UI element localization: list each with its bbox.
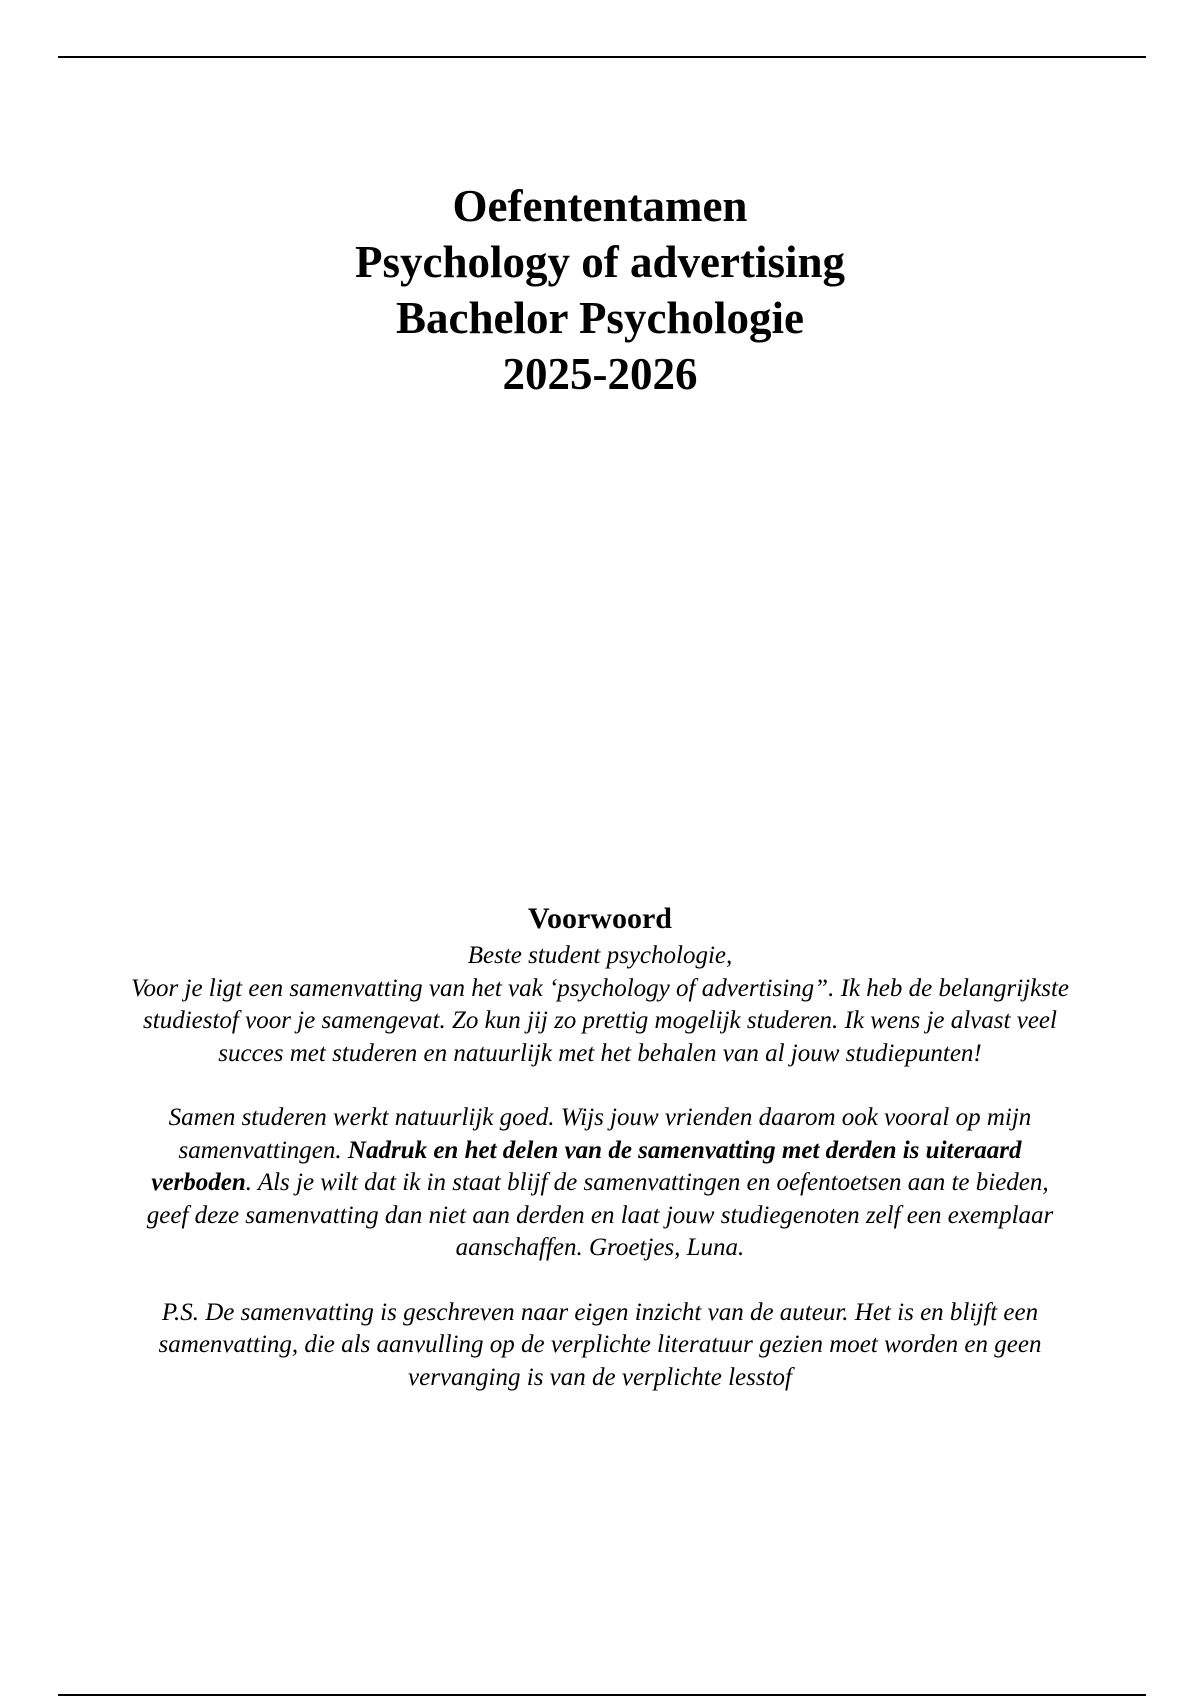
sharing-warning-bold: Nadruk en het delen van de samenvatting met derden is uiteraard verboden (151, 1136, 1022, 1196)
preface-heading: Voorwoord (528, 902, 672, 935)
top-rule (58, 56, 1146, 58)
sharing-text-start: Samen studeren werkt natuurlijk goed. Wijs jouw vrienden daarom ook vooral op mijn samenvattingen. (168, 1104, 1032, 1164)
sharing-text-end: . Als je wilt dat ik in staat blijf de samenvattingen en oefentoetsen aan te bieden, geef deze samenvatting dan niet aan derden en laat jouw studiegenoten zelf een exemplaar aanschaffen. Groetjes, Luna. (146, 1169, 1054, 1261)
preface-paragraph-intro: Voor je ligt een samenvatting van het vak ‘psychology of advertising”. Ik heb de belangrijkste studiestof voor je samengevat. Zo kun jij zo prettig mogelijk studeren. Ik wens je alvast veel succes met studeren en natuurlijk met het behalen van al jouw studiepunten! (131, 974, 1069, 1067)
preface-greeting: Beste student psychologie, (467, 942, 733, 969)
title-line-course: Psychology of advertising (355, 237, 845, 287)
title-line-exam: Oefententamen (452, 181, 748, 231)
preface-section (130, 900, 1070, 1394)
preface-paragraph-sharing (130, 1102, 1070, 1265)
preface-paragraph-disclaimer: P.S. De samenvatting is geschreven naar eigen inzicht van de auteur. Het is en blijft een samenvatting, die als aanvulling op de verplichte literatuur gezien moet worden en geen vervanging is van de verplichte lesstof (158, 1298, 1042, 1391)
title-line-year: 2025-2026 (502, 349, 698, 399)
title-line-program: Bachelor Psychologie (396, 293, 804, 343)
document-title (0, 178, 1200, 402)
bottom-rule (58, 1694, 1146, 1696)
